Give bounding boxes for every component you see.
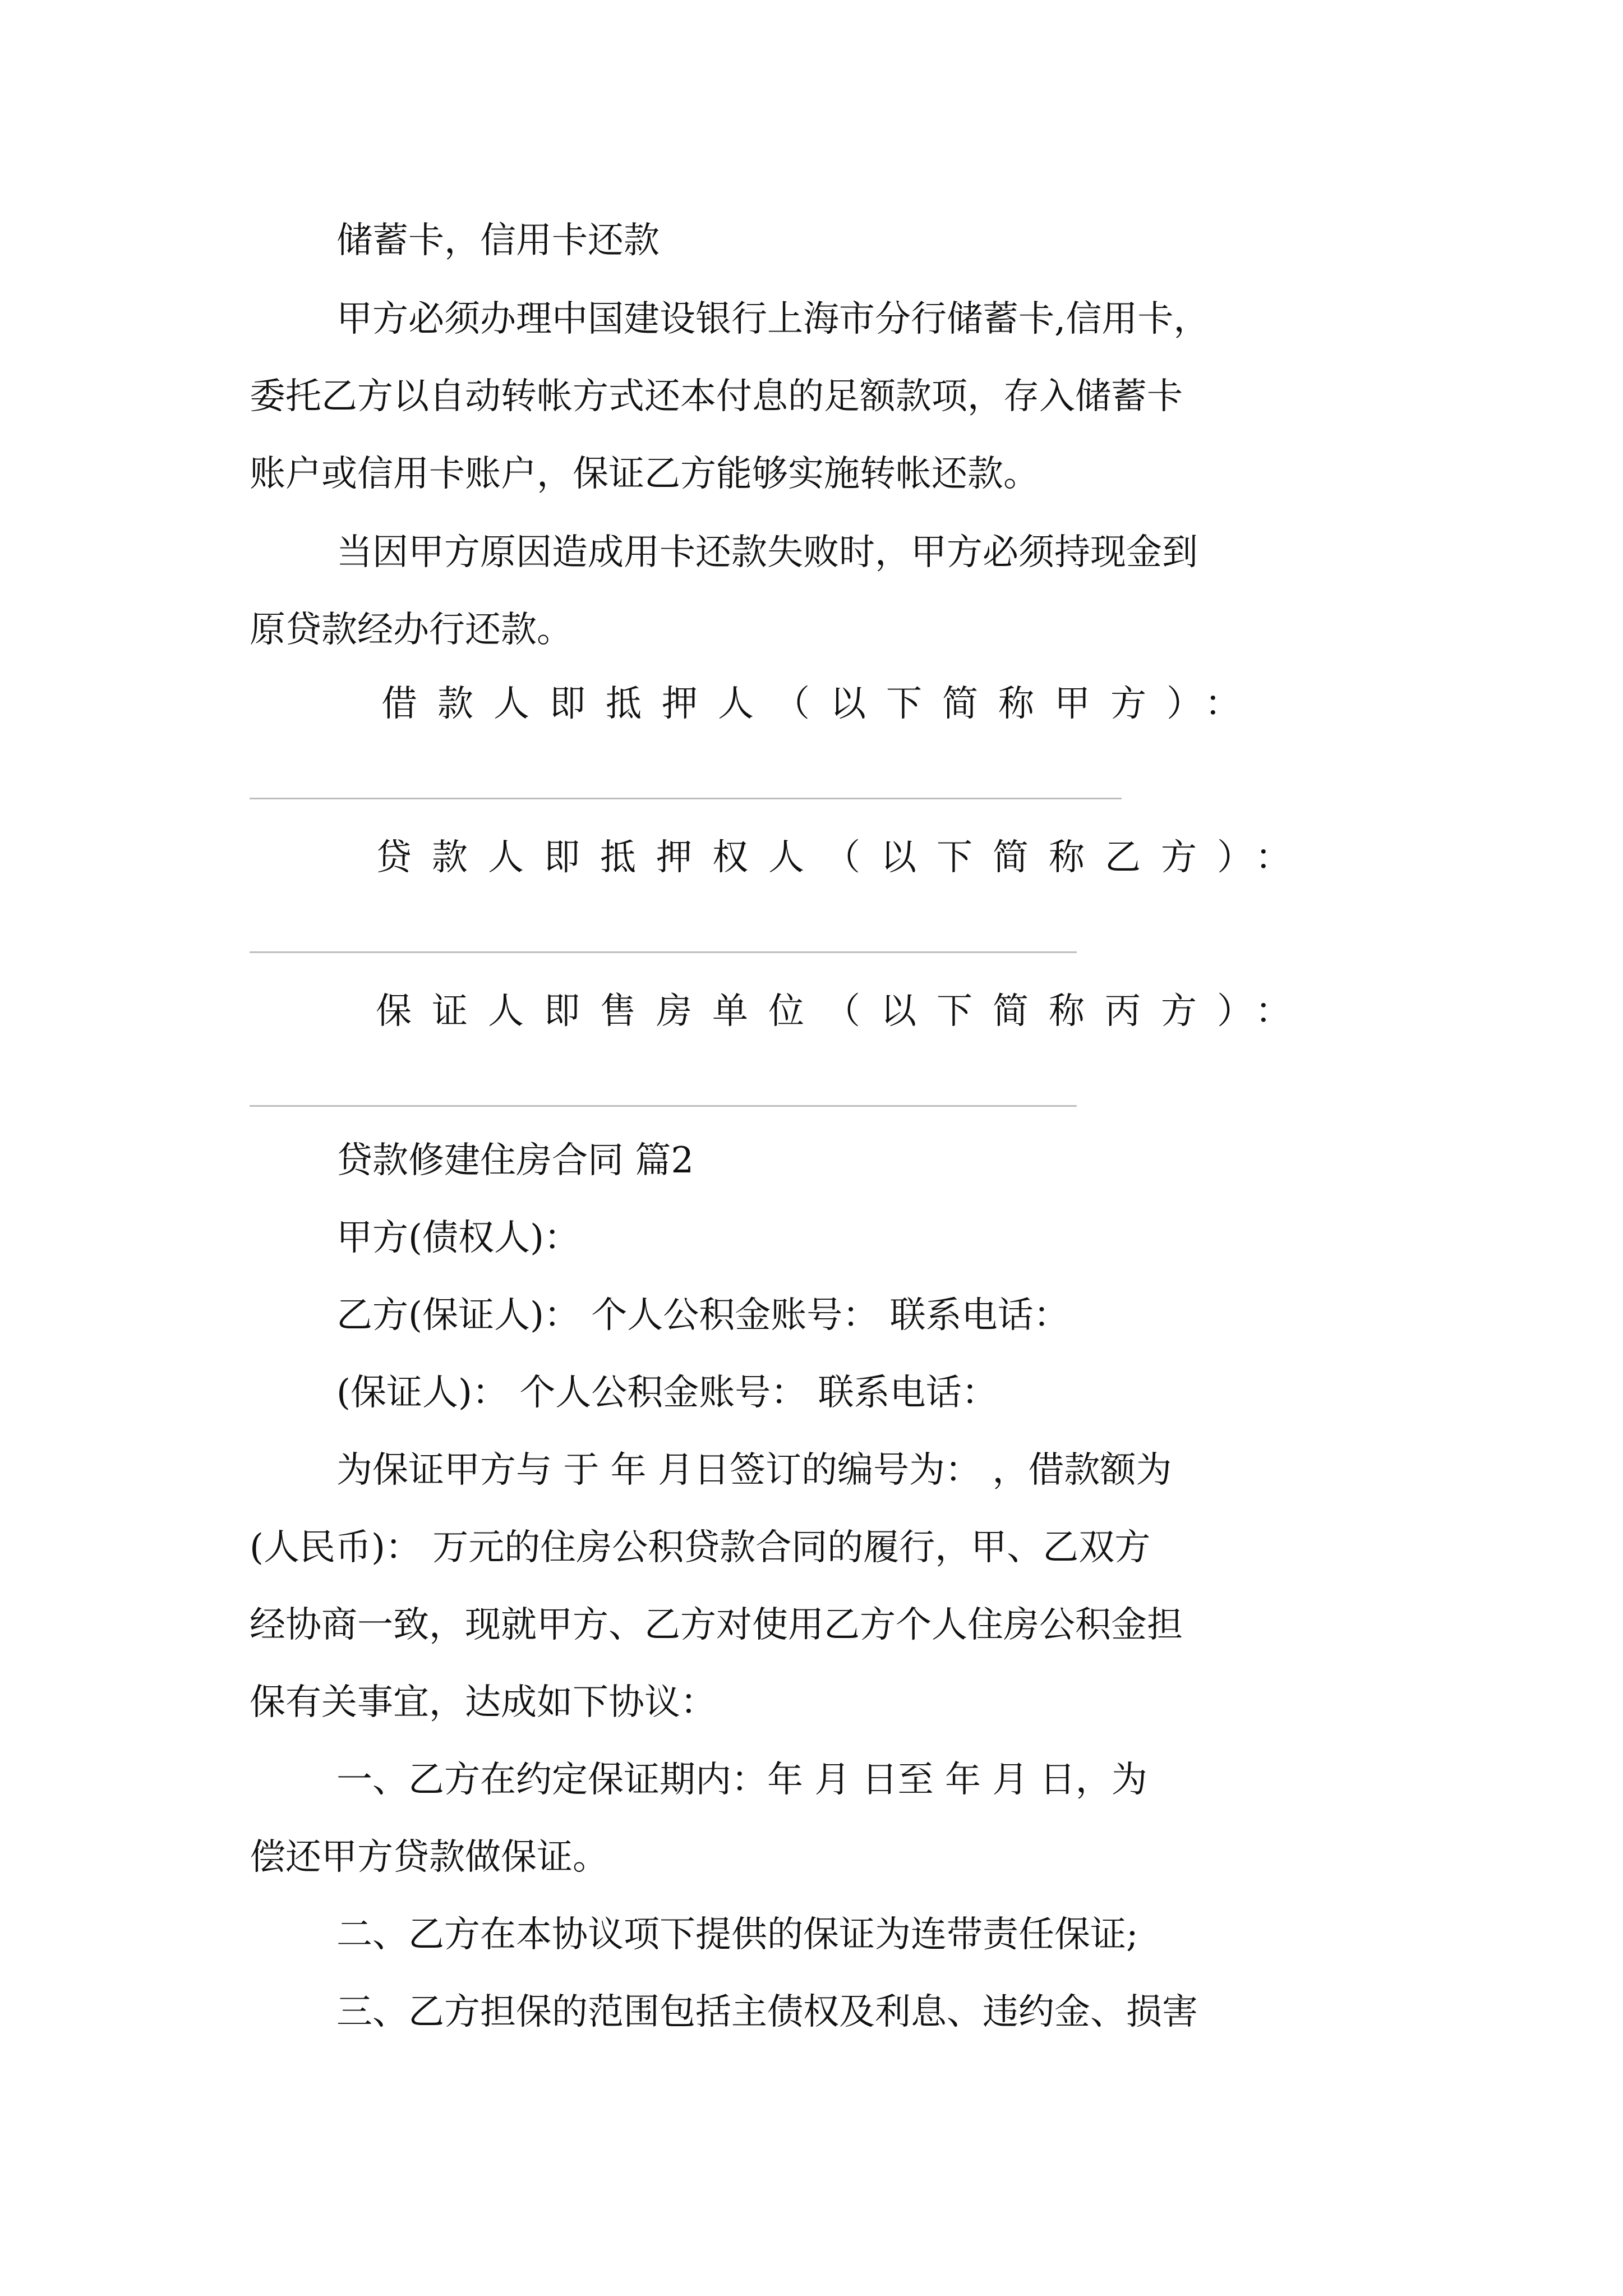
section-title: 贷款修建住房合同 篇2 xyxy=(336,1140,694,1181)
paragraph-line: 账户或信用卡账户，保证乙方能够实施转帐还款。 xyxy=(250,453,1039,495)
paragraph-line: 偿还甲方贷款做保证。 xyxy=(250,1837,608,1878)
clause-one: 一、乙方在约定保证期内：年 月 日至 年 月 日，为 xyxy=(336,1759,1147,1801)
paragraph-line: 原贷款经办行还款。 xyxy=(250,609,573,651)
paragraph-line: 委托乙方以自动转帐方式还本付息的足额款项，存入储蓄卡 xyxy=(250,376,1183,417)
party-b-line: 乙方(保证人)： 个人公积金账号： 联系电话： xyxy=(336,1295,1069,1336)
clause-two: 二、乙方在本协议项下提供的保证为连带责任保证; xyxy=(336,1914,1138,1955)
borrower-label: 借款人即抵押人（以下简称甲方）： xyxy=(381,683,1261,725)
guarantor-line: (保证人)： 个人公积金账号： 联系电话： xyxy=(336,1372,998,1414)
heading-repayment: 储蓄卡，信用卡还款 xyxy=(336,220,660,261)
party-a-line: 甲方(债权人)： xyxy=(336,1217,580,1259)
paragraph-line: 甲方必须办理中国建设银行上海市分行储蓄卡,信用卡， xyxy=(336,298,1210,340)
paragraph-line: 经协商一致，现就甲方、乙方对使用乙方个人住房公积金担 xyxy=(250,1604,1183,1646)
lender-label: 贷款人即抵押权人（以下简称乙方）： xyxy=(376,837,1311,878)
guarantor-blank-line xyxy=(250,1105,1077,1107)
paragraph-line: (人民币)： 万元的住房公积贷款合同的履行，甲、乙双方 xyxy=(250,1527,1151,1568)
paragraph-line: 保有关事宜，达成如下协议： xyxy=(250,1682,716,1723)
guarantor-label: 保证人即售房单位（以下简称丙方）： xyxy=(376,991,1311,1032)
lender-blank-line xyxy=(250,951,1077,953)
paragraph-line: 当因甲方原因造成用卡还款失败时，甲方必须持现金到 xyxy=(336,532,1198,573)
paragraph-line: 为保证甲方与 于 年 月日签订的编号为： ，借款额为 xyxy=(336,1450,1172,1491)
clause-three: 三、乙方担保的范围包括主债权及利息、违约金、损害 xyxy=(336,1991,1198,2033)
borrower-blank-line xyxy=(250,798,1122,799)
